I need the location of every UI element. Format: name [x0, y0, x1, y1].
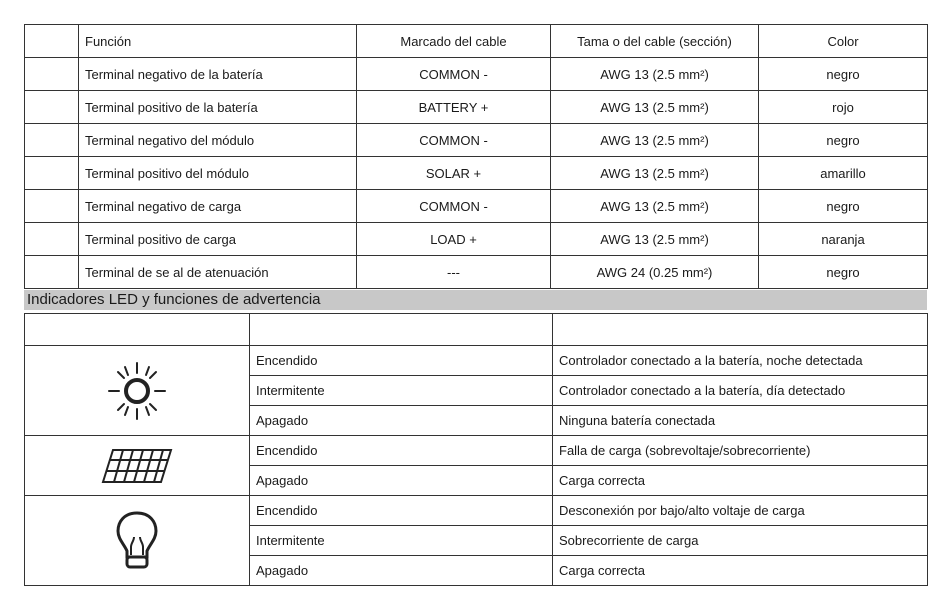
- cell-estado: Apagado: [250, 466, 553, 496]
- table-header-row: [25, 25, 928, 58]
- header-marcado: Marcado del cable: [357, 25, 551, 58]
- header-cell: [25, 314, 250, 346]
- table-row: [25, 124, 928, 157]
- index-cell: [25, 91, 79, 124]
- icon-cell: [25, 346, 250, 436]
- cell-descripcion: Controlador conectado a la batería, día detectado: [553, 376, 928, 406]
- cell-tamano: AWG 24 (0.25 mm²): [551, 256, 759, 289]
- cell-tamano: AWG 13 (2.5 mm²): [551, 58, 759, 91]
- table-row: [25, 346, 928, 376]
- index-cell: [25, 58, 79, 91]
- cell-color: negro: [759, 190, 928, 223]
- cell-descripcion: Carga correcta: [553, 556, 928, 586]
- cable-spec-table: [24, 24, 928, 289]
- table-row: [25, 190, 928, 223]
- index-cell: [25, 157, 79, 190]
- cell-color: negro: [759, 124, 928, 157]
- index-cell: [25, 223, 79, 256]
- cell-descripcion: Carga correcta: [553, 466, 928, 496]
- cell-descripcion: Ninguna batería conectada: [553, 406, 928, 436]
- cell-descripcion: Falla de carga (sobrevoltaje/sobrecorriente): [553, 436, 928, 466]
- cell-tamano: AWG 13 (2.5 mm²): [551, 124, 759, 157]
- cell-tamano: AWG 13 (2.5 mm²): [551, 91, 759, 124]
- cell-funcion: Terminal negativo de la batería: [79, 58, 357, 91]
- cell-color: naranja: [759, 223, 928, 256]
- header-funcion: Función: [79, 25, 357, 58]
- header-color: Color: [759, 25, 928, 58]
- cell-estado: Encendido: [250, 346, 553, 376]
- index-cell: [25, 190, 79, 223]
- cell-descripcion: Sobrecorriente de carga: [553, 526, 928, 556]
- cell-tamano: AWG 13 (2.5 mm²): [551, 190, 759, 223]
- led-indicator-table: [24, 313, 928, 586]
- index-cell: [25, 25, 79, 58]
- table-row: [25, 256, 928, 289]
- cell-color: rojo: [759, 91, 928, 124]
- index-cell: [25, 124, 79, 157]
- cell-funcion: Terminal de se al de atenuación: [79, 256, 357, 289]
- table-row: [25, 91, 928, 124]
- cell-color: negro: [759, 58, 928, 91]
- sun-icon: [25, 359, 249, 423]
- cell-marcado: COMMON -: [357, 58, 551, 91]
- table-row: [25, 223, 928, 256]
- cell-color: amarillo: [759, 157, 928, 190]
- cell-estado: Encendido: [250, 436, 553, 466]
- header-cell: [250, 314, 553, 346]
- cell-funcion: Terminal negativo del módulo: [79, 124, 357, 157]
- light-bulb-icon: [25, 509, 249, 573]
- cell-marcado: ---: [357, 256, 551, 289]
- index-cell: [25, 256, 79, 289]
- cell-color: negro: [759, 256, 928, 289]
- icon-cell: [25, 496, 250, 586]
- cell-marcado: SOLAR +: [357, 157, 551, 190]
- table-row: [25, 157, 928, 190]
- cell-funcion: Terminal positivo de carga: [79, 223, 357, 256]
- cell-descripcion: Desconexión por bajo/alto voltaje de carga: [553, 496, 928, 526]
- table-row: [25, 496, 928, 526]
- cell-marcado: BATTERY +: [357, 91, 551, 124]
- cell-marcado: LOAD +: [357, 223, 551, 256]
- cell-funcion: Terminal positivo del módulo: [79, 157, 357, 190]
- cell-marcado: COMMON -: [357, 124, 551, 157]
- icon-cell: [25, 436, 250, 496]
- cell-estado: Intermitente: [250, 376, 553, 406]
- section-title-bar: Indicadores LED y funciones de advertencia: [24, 290, 927, 310]
- cell-estado: Encendido: [250, 496, 553, 526]
- table-header-row: [25, 314, 928, 346]
- header-tamano: Tama o del cable (sección): [551, 25, 759, 58]
- cell-tamano: AWG 13 (2.5 mm²): [551, 223, 759, 256]
- cell-funcion: Terminal negativo de carga: [79, 190, 357, 223]
- cell-marcado: COMMON -: [357, 190, 551, 223]
- cell-estado: Apagado: [250, 556, 553, 586]
- solar-panel-icon: [25, 448, 249, 484]
- cell-funcion: Terminal positivo de la batería: [79, 91, 357, 124]
- cell-estado: Intermitente: [250, 526, 553, 556]
- cell-tamano: AWG 13 (2.5 mm²): [551, 157, 759, 190]
- table-row: [25, 436, 928, 466]
- cell-descripcion: Controlador conectado a la batería, noche detectada: [553, 346, 928, 376]
- cell-estado: Apagado: [250, 406, 553, 436]
- table-row: [25, 58, 928, 91]
- header-cell: [553, 314, 928, 346]
